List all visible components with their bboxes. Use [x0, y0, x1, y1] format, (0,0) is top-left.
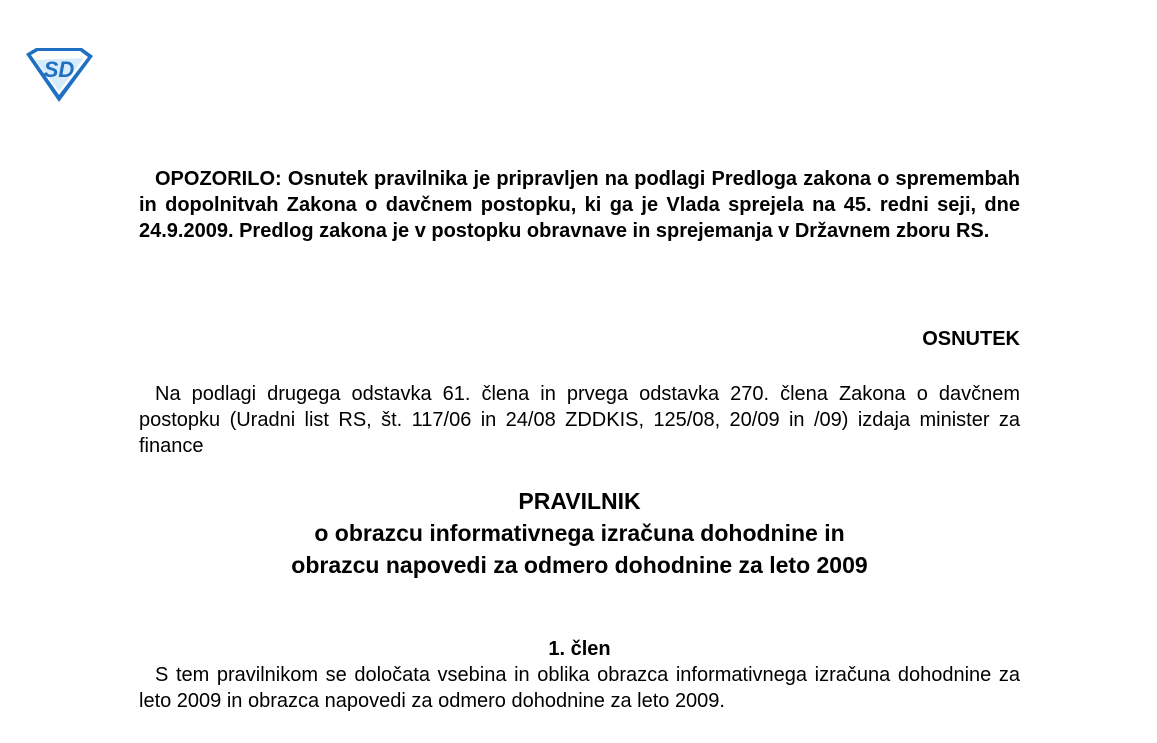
- warning-label: OPOZORILO:: [155, 168, 282, 190]
- warning-text: Osnutek pravilnika je pripravljen na podlagi Predloga zakona o spremembah in dopolnitvah Zakona o davčnem postopku, ki ga je Vlada sprejela na 45. redni seji, dne 24.9.2009. Predlog zakona je v postopku obravnave in sprejemanja v Državnem zboru RS.: [139, 168, 1021, 242]
- document-subtitle-line-2: obrazcu napovedi za odmero dohodnine za leto 2009: [291, 552, 868, 578]
- preamble-text: Na podlagi drugega odstavka 61. člena in prvega odstavka 270. člena Zakona o davčnem postopku (Uradni list RS, št. 117/06 in 24/08 ZDDKIS, 125/08, 20/09 in /09) izdaja minister za finance: [139, 383, 1020, 457]
- document-title: PRAVILNIK: [518, 488, 641, 514]
- sd-shield-logo-icon: [22, 46, 96, 104]
- draft-label: OSNUTEK: [922, 328, 1020, 350]
- article-1-text: S tem pravilnikom se določata vsebina in oblika obrazca informativnega izračuna dohodnine za leto 2009 in obrazca napovedi za odmero dohodnine za leto 2009.: [139, 664, 1020, 712]
- sd-logo-graphic: [22, 46, 96, 104]
- logo-text: SD: [43, 57, 75, 82]
- article-1-heading: 1. člen: [548, 638, 611, 660]
- document-subtitle-line-1: o obrazcu informativnega izračuna dohodnine in: [314, 520, 845, 546]
- warning-notice: [139, 166, 1020, 244]
